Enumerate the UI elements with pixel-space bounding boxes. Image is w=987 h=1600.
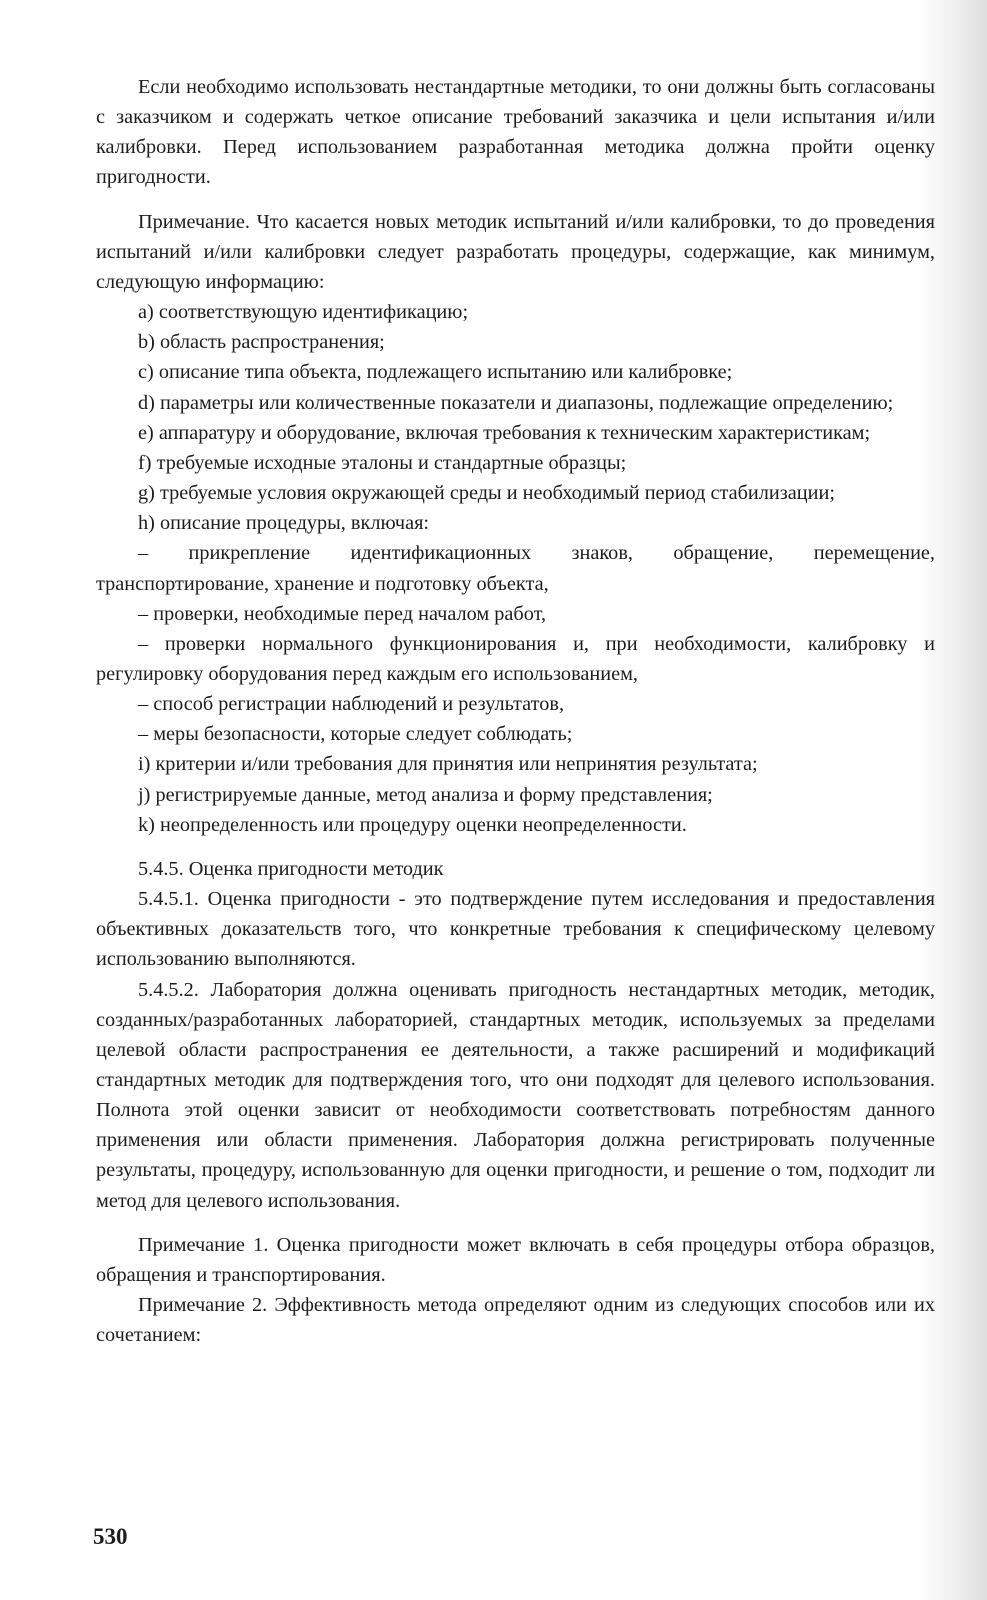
list-subitem-recording: – способ регистрации наблюдений и результатов, [138,693,565,716]
list-item-i: i) критерии и/или требования для принятия или непринятия результата; [138,753,758,776]
section-heading-5-4-5: 5.4.5. Оценка пригодности методик [138,857,444,880]
list-item-f: f) требуемые исходные эталоны и стандартные образцы; [138,451,627,474]
page-number: 530 [93,1524,128,1549]
list-item-a: a) соответствующую идентификацию; [138,301,469,324]
paragraph-5-4-5-1: 5.4.5.1. Оценка пригодности - это подтверждение путем исследования и предоставления объективных доказательств того, что конкретные требования к специфическому целевому использованию выполняются. [96,888,935,971]
paragraph-nonstandard-methods: Если необходимо использовать нестандартные методики, то они должны быть согласованы с заказчиком и содержать четкое описание требований заказчика и цели испытания и/или калибровки. Перед использованием разработанная методика должна пройти оценку пригодности. [96,76,935,189]
list-item-e: e) аппаратуру и оборудование, включая требования к техническим характеристикам; [138,421,871,444]
list-item-j: j) регистрируемые данные, метод анализа и форму представления; [138,783,713,806]
list-subitem-safety: – меры безопасности, которые следует соблюдать; [138,723,573,746]
note-new-methods: Примечание. Что касается новых методик испытаний и/или калибровки, то до проведения испытаний и/или калибровки следует разработать процедуры, содержащие, как минимум, следующую информацию: [96,210,935,293]
list-item-b: b) область распространения; [138,331,385,354]
page-body-text [96,72,935,1350]
paragraph-5-4-5-2: 5.4.5.2. Лаборатория должна оценивать пригодность нестандартных методик, методик, созданных/разработанных лабораторией, стандартных методик, используемых за пределами целевой области распространения ее деятельности, а также расширений и модификаций стандартных методик для подтверждения того, что они подходят для целевого использования. Полнота этой оценки зависит от необходимости соответствовать потребностям данного применения или области применения. Лаборатория должна регистрировать полученные результаты, процедуру, использованную для оценки пригодности, и решение о том, подходит ли метод для целевого использования. [96,978,935,1212]
list-item-k: k) неопределенность или процедуру оценки неопределенности. [138,813,687,836]
list-subitem-checks: – проверки, необходимые перед началом работ, [138,602,547,625]
list-subitem-calibration: – проверки нормального функционирования и, при необходимости, калибровку и регулировку оборудования перед каждым его использованием, [96,632,935,685]
note-1: Примечание 1. Оценка пригодности может включать в себя процедуры отбора образцов, обращения и транспортирования. [96,1233,935,1286]
list-item-c: c) описание типа объекта, подлежащего испытанию или калибровке; [138,361,733,384]
note-2: Примечание 2. Эффективность метода определяют одним из следующих способов или их сочетанием: [96,1294,935,1347]
list-item-g: g) требуемые условия окружающей среды и необходимый период стабилизации; [138,482,835,505]
list-subitem-labeling: – прикрепление идентификационных знаков, обращение, перемещение, транспортирование, хранение и подготовку объекта, [96,542,935,595]
list-item-h: h) описание процедуры, включая: [138,512,430,535]
list-item-d: d) параметры или количественные показатели и диапазоны, подлежащие определению; [138,391,894,414]
